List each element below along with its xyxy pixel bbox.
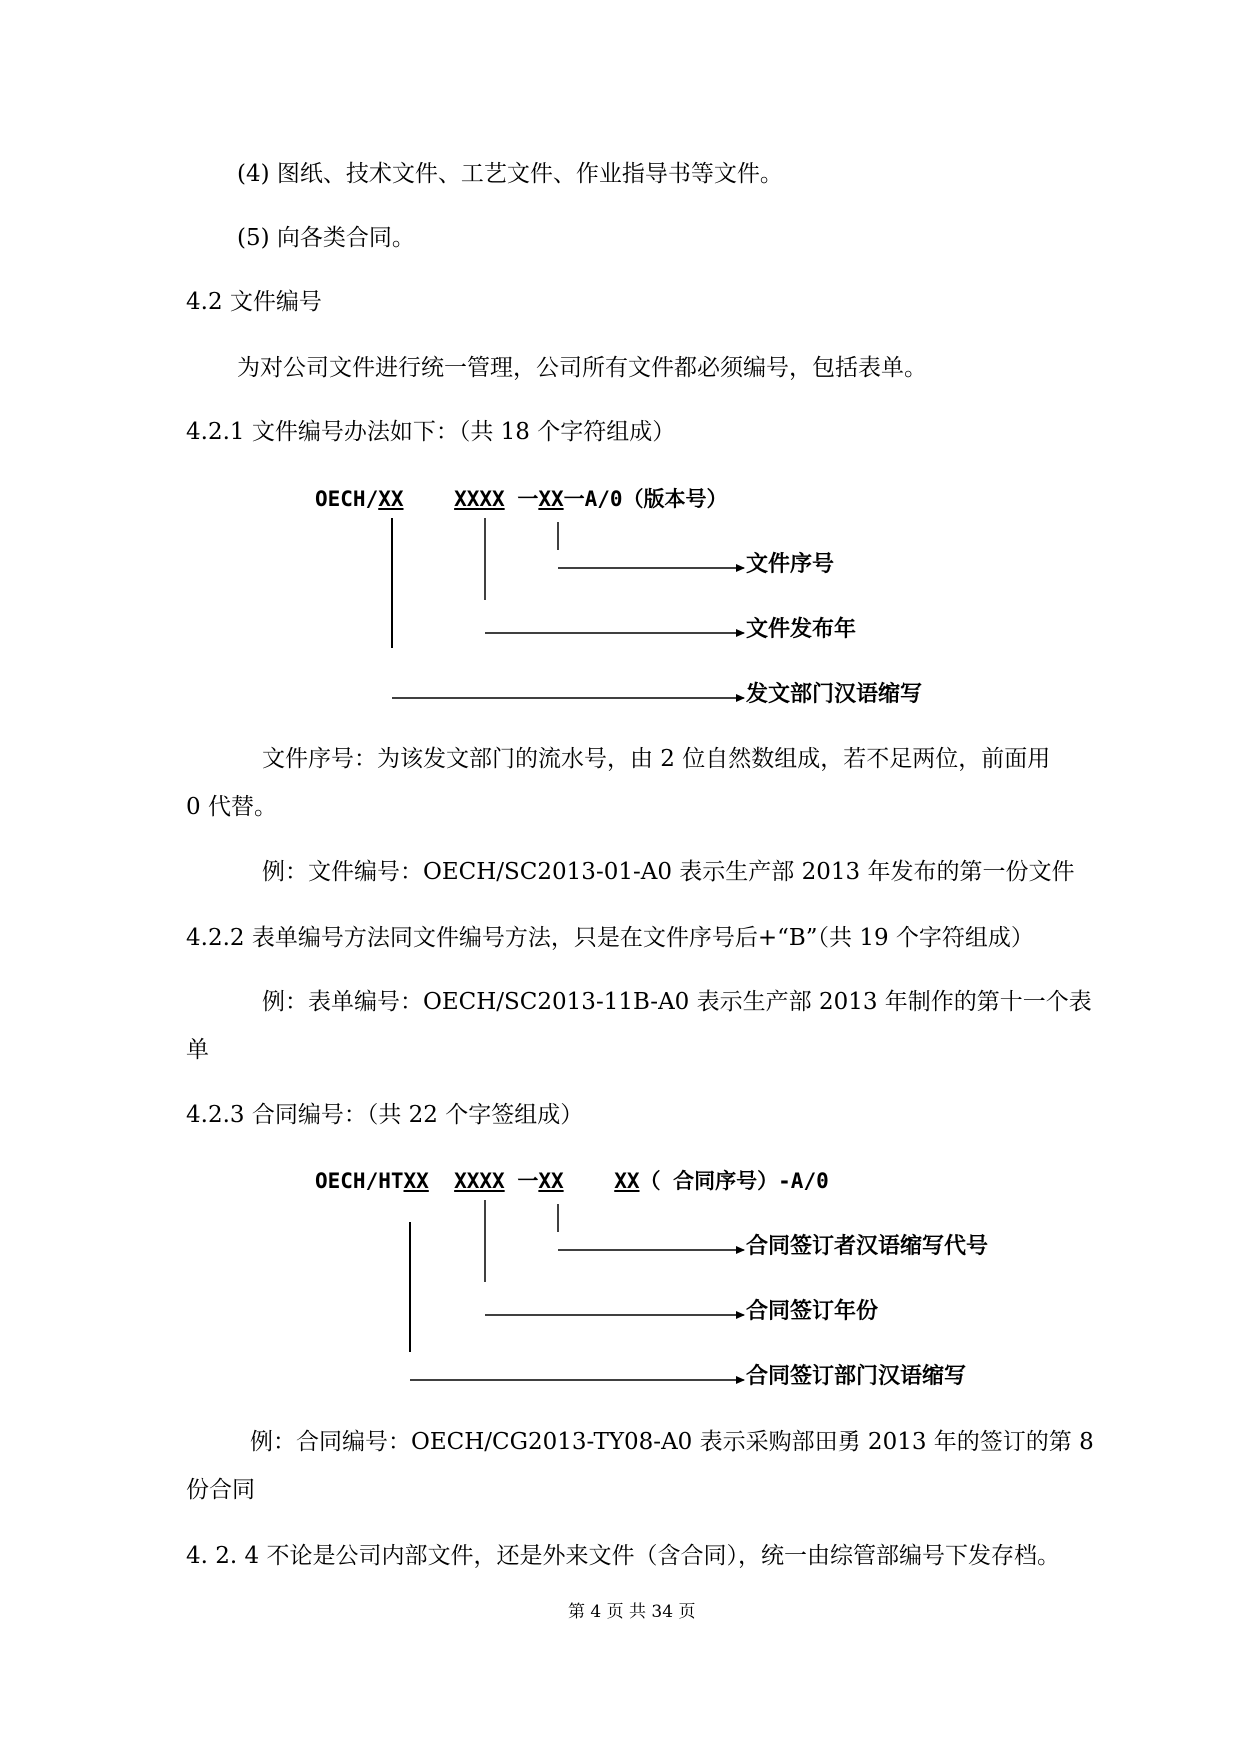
label-contract-dept: 合同签订部门汉语缩写 xyxy=(746,1364,967,1389)
paragraph-seq-explain-cont: 0 代替。 xyxy=(186,794,277,820)
page-footer: 第 4 页 共 34 页 xyxy=(568,1602,696,1622)
code-prefix: OECH/ xyxy=(315,487,379,511)
example-form-number-cont: 单 xyxy=(186,1037,209,1063)
code-seq: XX xyxy=(538,487,564,511)
contract-dash: 一 xyxy=(504,1169,539,1193)
code-suffix: 一A/0（版本号） xyxy=(563,487,728,511)
paragraph-seq-explain: 文件序号：为该发文部门的流水号，由 2 位自然数组成，若不足两位，前面用 xyxy=(262,746,1051,772)
section-heading-4-2-1: 4.2.1 文件编号办法如下：（共 18 个字符组成） xyxy=(186,419,676,445)
section-heading-4-2-4: 4. 2. 4 不论是公司内部文件，还是外来文件（含合同），统一由综管部编号下发存档。 xyxy=(186,1543,1060,1569)
code-year: XXXX xyxy=(454,487,505,511)
contract-person: XX xyxy=(538,1169,564,1193)
example-contract-number: 例：合同编号：OECH/CG2013-TY08-A0 表示采购部田勇 2013 年的签订的第 8 xyxy=(250,1429,1094,1455)
example-form-number: 例：表单编号：OECH/SC2013-11B-A0 表示生产部 2013 年制作的第十一个表 xyxy=(262,989,1092,1015)
section-heading-4-2: 4.2 文件编号 xyxy=(186,289,322,315)
section-heading-4-2-2: 4.2.2 表单编号方法同文件编号方法，只是在文件序号后+“B”（共 19 个字符组成） xyxy=(186,925,1034,951)
paragraph-numbering-intro: 为对公司文件进行统一管理，公司所有文件都必须编号，包括表单。 xyxy=(237,355,927,381)
contract-dept: XX xyxy=(403,1169,429,1193)
label-contract-person: 合同签订者汉语缩写代号 xyxy=(746,1234,989,1259)
list-item-4: (4) 图纸、技术文件、工艺文件、作业指导书等文件。 xyxy=(237,161,783,187)
contract-year: XXXX xyxy=(454,1169,505,1193)
label-contract-year: 合同签订年份 xyxy=(746,1299,879,1324)
example-doc-number: 例：文件编号：OECH/SC2013-01-A0 表示生产部 2013 年发布的第一份文件 xyxy=(262,859,1075,885)
contract-seq: XX xyxy=(614,1169,640,1193)
label-doc-seq: 文件序号 xyxy=(746,552,835,577)
label-doc-dept: 发文部门汉语缩写 xyxy=(746,682,923,707)
code-dash: 一 xyxy=(504,487,539,511)
example-contract-number-cont: 份合同 xyxy=(186,1477,255,1503)
list-item-5: (5) 向各类合同。 xyxy=(237,225,415,251)
contract-suffix: （ 合同序号）-A/0 xyxy=(639,1169,829,1193)
code-dept: XX xyxy=(378,487,404,511)
section-heading-4-2-3: 4.2.3 合同编号：（共 22 个字签组成） xyxy=(186,1102,584,1128)
label-doc-year: 文件发布年 xyxy=(746,617,857,642)
contract-prefix: OECH/HT xyxy=(315,1169,404,1193)
